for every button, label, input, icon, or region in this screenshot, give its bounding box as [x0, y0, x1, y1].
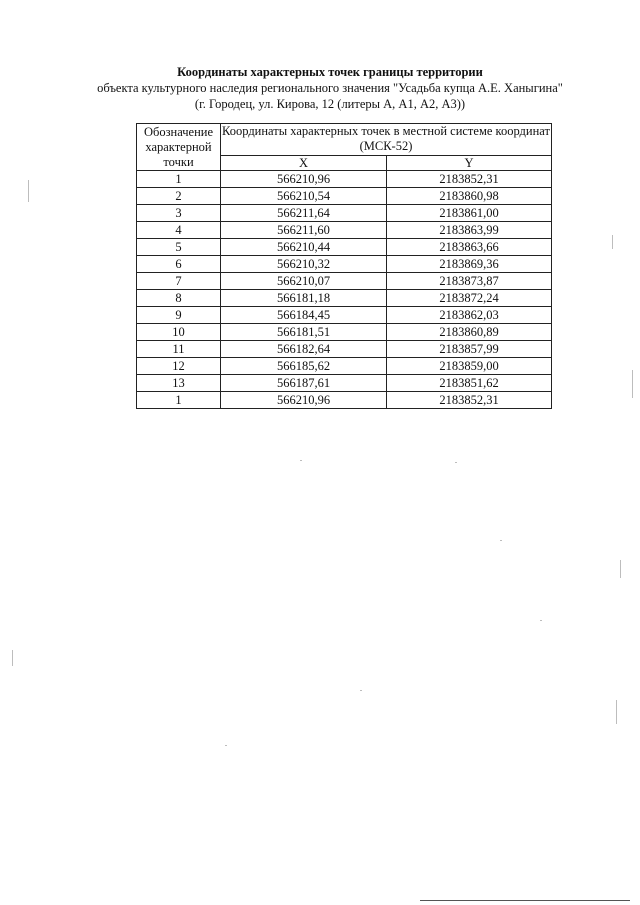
x-coordinate-cell: 566182,64	[221, 341, 387, 358]
x-coordinate-cell: 566210,96	[221, 171, 387, 188]
table-row	[137, 256, 552, 273]
point-number-cell: 1	[137, 392, 221, 409]
table-row	[137, 239, 552, 256]
x-coordinate-cell: 566210,44	[221, 239, 387, 256]
point-number-cell: 10	[137, 324, 221, 341]
document-subtitle-object: объекта культурного наследия регионального значения "Усадьба купца А.Е. Ханыгина"	[97, 81, 563, 95]
x-coordinate-cell: 566211,64	[221, 205, 387, 222]
y-coordinate-cell: 2183852,31	[387, 392, 552, 409]
y-coordinate-cell: 2183860,98	[387, 188, 552, 205]
table-row	[137, 307, 552, 324]
table-row	[137, 358, 552, 375]
table-row	[137, 290, 552, 307]
y-coordinate-cell: 2183857,99	[387, 341, 552, 358]
table-row	[137, 341, 552, 358]
y-coordinate-cell: 2183859,00	[387, 358, 552, 375]
coordinates-table	[136, 123, 552, 409]
y-coordinate-cell: 2183852,31	[387, 171, 552, 188]
x-coordinate-cell: 566210,96	[221, 392, 387, 409]
point-number-cell: 6	[137, 256, 221, 273]
point-number-cell: 12	[137, 358, 221, 375]
header-x: X	[221, 155, 387, 170]
y-coordinate-cell: 2183862,03	[387, 307, 552, 324]
point-number-cell: 11	[137, 341, 221, 358]
y-coordinate-cell: 2183863,66	[387, 239, 552, 256]
scan-edge-line	[420, 900, 630, 901]
x-coordinate-cell: 566211,60	[221, 222, 387, 239]
y-coordinate-cell: 2183873,87	[387, 273, 552, 290]
y-coordinate-cell: 2183851,62	[387, 375, 552, 392]
x-coordinate-cell: 566184,45	[221, 307, 387, 324]
point-number-cell: 7	[137, 273, 221, 290]
header-coordinates-system: Координаты характерных точек в местной системе координат (МСК-52)	[222, 124, 550, 154]
y-coordinate-cell: 2183863,99	[387, 222, 552, 239]
table-row	[137, 188, 552, 205]
x-coordinate-cell: 566210,07	[221, 273, 387, 290]
table-row	[137, 273, 552, 290]
point-number-cell: 3	[137, 205, 221, 222]
point-number-cell: 1	[137, 171, 221, 188]
y-coordinate-cell: 2183872,24	[387, 290, 552, 307]
header-point-designation: Обозначение характерной точки	[137, 124, 221, 171]
document-subtitle-address: (г. Городец, ул. Кирова, 12 (литеры А, А1, А2, А3))	[194, 97, 466, 111]
table-row	[137, 375, 552, 392]
x-coordinate-cell: 566181,51	[221, 324, 387, 341]
y-coordinate-cell: 2183860,89	[387, 324, 552, 341]
table-row	[137, 205, 552, 222]
point-number-cell: 5	[137, 239, 221, 256]
x-coordinate-cell: 566185,62	[221, 358, 387, 375]
point-number-cell: 2	[137, 188, 221, 205]
y-coordinate-cell: 2183861,00	[387, 205, 552, 222]
coordinates-table-body	[137, 171, 552, 409]
y-coordinate-cell: 2183869,36	[387, 256, 552, 273]
table-row	[137, 171, 552, 188]
point-number-cell: 4	[137, 222, 221, 239]
table-row	[137, 222, 552, 239]
document-title: Координаты характерных точек границы территории	[177, 65, 483, 79]
x-coordinate-cell: 566187,61	[221, 375, 387, 392]
point-number-cell: 8	[137, 290, 221, 307]
x-coordinate-cell: 566181,18	[221, 290, 387, 307]
table-row	[137, 392, 552, 409]
point-number-cell: 9	[137, 307, 221, 324]
x-coordinate-cell: 566210,32	[221, 256, 387, 273]
x-coordinate-cell: 566210,54	[221, 188, 387, 205]
point-number-cell: 13	[137, 375, 221, 392]
table-row	[137, 324, 552, 341]
header-y: Y	[387, 155, 552, 170]
